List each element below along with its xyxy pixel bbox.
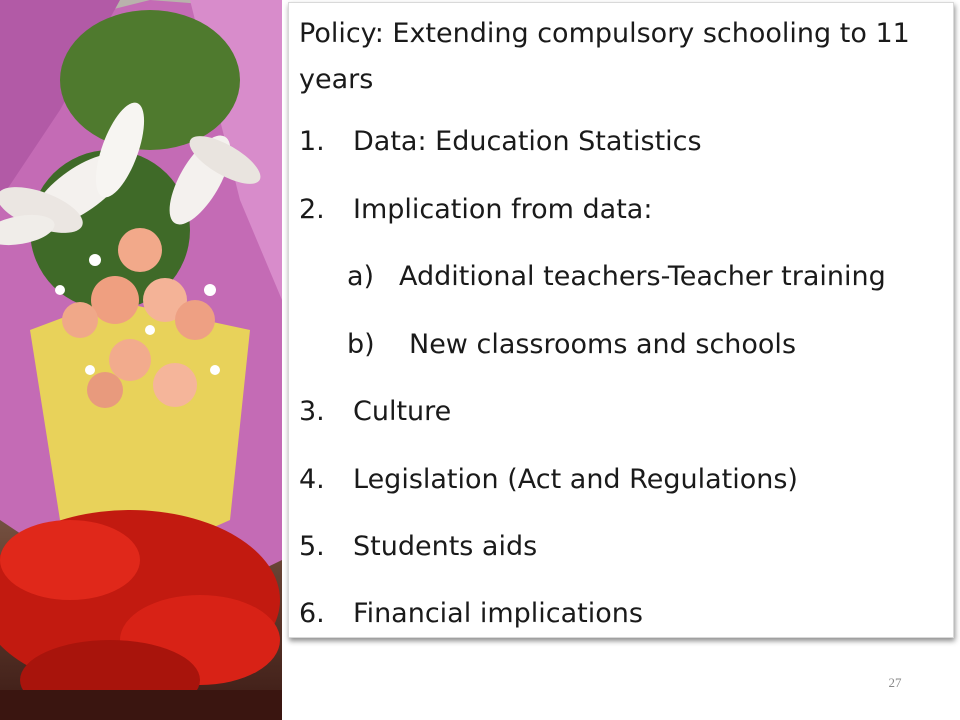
filler-flower: [89, 254, 101, 266]
list-number: 4.: [299, 464, 325, 495]
rose: [175, 300, 215, 340]
rose: [118, 228, 162, 272]
filler-flower: [204, 284, 216, 296]
slide-title: Policy: Extending compulsory schooling to 11 years: [299, 18, 910, 95]
rose: [109, 339, 151, 381]
red-ribbon-loop: [0, 520, 140, 600]
list-number: a): [347, 261, 375, 292]
content-textbox: [288, 2, 954, 638]
list-number: 3.: [299, 396, 325, 427]
page-number: 27: [888, 675, 902, 690]
list-item-3: [299, 392, 451, 432]
list-subitem-a: [347, 257, 886, 297]
list-text: Financial implications: [353, 598, 643, 629]
rose: [62, 302, 98, 338]
list-text: Culture: [353, 396, 452, 427]
list-text: Additional teachers-Teacher training: [399, 261, 886, 292]
filler-flower: [210, 365, 220, 375]
filler-flower: [145, 325, 155, 335]
list-item-5: [299, 527, 537, 567]
filler-flower: [85, 365, 95, 375]
dark-base: [0, 690, 282, 720]
list-item-1: [299, 122, 702, 162]
list-text: New classrooms and schools: [409, 329, 797, 360]
list-number: b): [347, 329, 375, 360]
greenery: [60, 10, 240, 150]
list-number: 6.: [299, 598, 325, 629]
list-number: 5.: [299, 531, 325, 562]
rose: [87, 372, 123, 408]
rose: [153, 363, 197, 407]
list-text: Students aids: [353, 531, 538, 562]
list-item-6: [299, 594, 643, 634]
list-item-4: [299, 460, 798, 500]
list-subitem-b: [347, 325, 796, 365]
list-text: Legislation (Act and Regulations): [353, 464, 798, 495]
rose: [91, 276, 139, 324]
list-text: Implication from data:: [353, 194, 653, 225]
list-item-2: [299, 190, 652, 230]
list-text: Data: Education Statistics: [353, 126, 702, 157]
bouquet-illustration: [0, 0, 282, 720]
list-number: 1.: [299, 126, 325, 157]
filler-flower: [55, 285, 65, 295]
list-number: 2.: [299, 194, 325, 225]
bouquet-photo: [0, 0, 282, 720]
